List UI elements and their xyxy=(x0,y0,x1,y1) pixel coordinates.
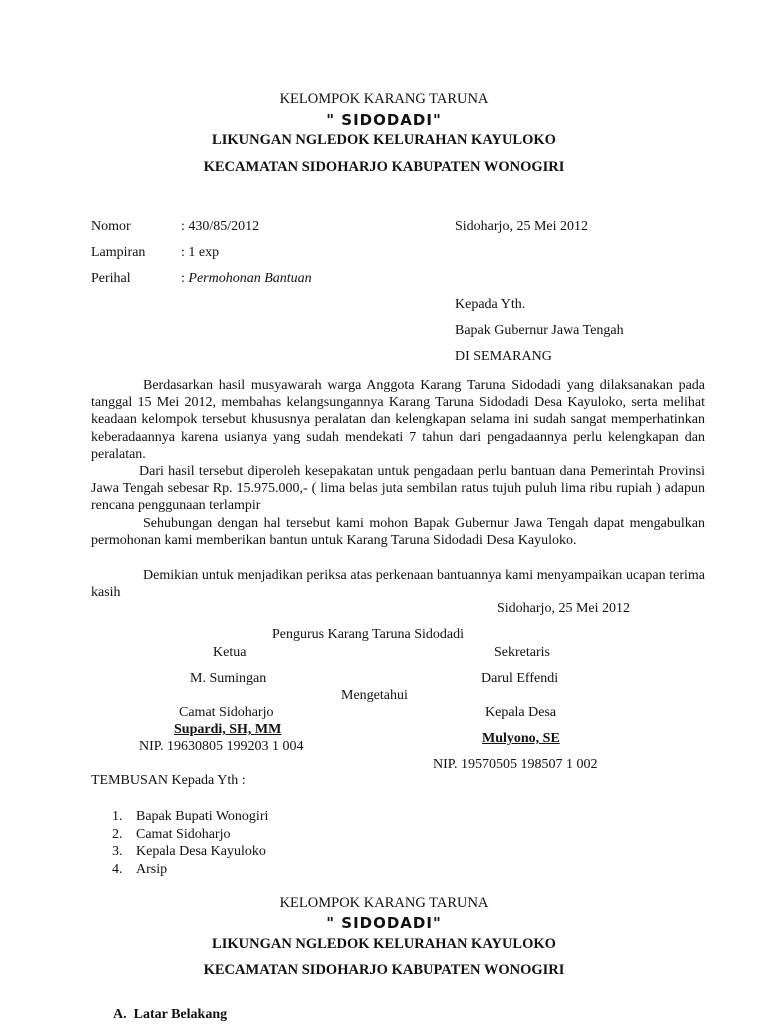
recipient-name: Bapak Gubernur Jawa Tengah xyxy=(455,323,624,338)
kades-title: Kepala Desa xyxy=(485,705,557,720)
kades-name: Mulyono, SE xyxy=(482,731,560,746)
lampiran-value: : 1 exp xyxy=(181,245,220,260)
letterhead-org: KELOMPOK KARANG TARUNA xyxy=(279,91,489,107)
perihal-label: Perihal xyxy=(91,271,131,286)
lampiran-label: Lampiran xyxy=(91,245,146,260)
list-item-text: Bapak Bupati Wonogiri xyxy=(136,809,269,824)
perihal-text: Permohonan Bantuan xyxy=(188,271,312,286)
ketua-name: M. Sumingan xyxy=(190,671,267,686)
camat-title: Camat Sidoharjo xyxy=(179,705,274,720)
kades-nip: NIP. 19570505 198507 1 002 xyxy=(433,757,598,772)
section-title: Latar Belakang xyxy=(133,1007,228,1022)
perihal-colon: : xyxy=(181,271,189,286)
list-item xyxy=(112,861,268,879)
list-item-number: 2. xyxy=(112,826,123,842)
list-item xyxy=(112,808,268,826)
perihal-value xyxy=(181,271,312,287)
letterhead2-area: LIKUNGAN NGLEDOK KELURAHAN KAYULOKO xyxy=(212,936,556,952)
tembusan-heading: TEMBUSAN Kepada Yth : xyxy=(91,773,246,788)
list-item-number: 3. xyxy=(112,844,123,860)
kepada-label: Kepada Yth. xyxy=(455,297,526,312)
list-item xyxy=(112,826,268,844)
mengetahui-label: Mengetahui xyxy=(341,688,408,703)
body-paragraph-2: Dari hasil tersebut diperoleh kesepakatan untuk pengadaan perlu bantuan dana Pemerintah Provinsi Jawa Tengah sebesar Rp. 15.975.000,- ( lima belas juta sembilan ratus tujuh puluh lima ribu rupiah ) adapun rencana penggunaan terlampir xyxy=(91,464,705,514)
list-item-text: Arsip xyxy=(136,861,168,877)
recipient-city: DI SEMARANG xyxy=(455,349,552,364)
sekretaris-name: Darul Effendi xyxy=(481,671,559,686)
section-heading xyxy=(113,1007,227,1023)
letterhead-name: " SIDODADI" xyxy=(326,111,442,129)
list-item-text: Camat Sidoharjo xyxy=(136,826,231,842)
list-item-number: 1. xyxy=(112,809,123,824)
list-item-text: Kepala Desa Kayuloko xyxy=(136,844,266,860)
letterhead2-org: KELOMPOK KARANG TARUNA xyxy=(279,895,489,911)
letterhead-area: LIKUNGAN NGLEDOK KELURAHAN KAYULOKO xyxy=(212,132,556,148)
letterhead-district: KECAMATAN SIDOHARJO KABUPATEN WONOGIRI xyxy=(203,159,565,175)
body-paragraph-3: Sehubungan dengan hal tersebut kami mohon Bapak Gubernur Jawa Tengah dapat mengabulkan permohonan kami memberikan bantun untuk Karang Taruna Sidodadi Desa Kayuloko. xyxy=(91,516,705,549)
body-paragraph-4: Demikian untuk menjadikan periksa atas perkenaan bantuannya kami menyampaikan ucapan terima kasih xyxy=(91,568,705,601)
list-item-number: 4. xyxy=(112,861,123,877)
tembusan-list xyxy=(112,808,268,878)
list-item xyxy=(112,843,268,861)
pengurus-title: Pengurus Karang Taruna Sidodadi xyxy=(272,627,465,642)
signature-place-date: Sidoharjo, 25 Mei 2012 xyxy=(497,601,630,616)
letter-place-date: Sidoharjo, 25 Mei 2012 xyxy=(455,219,588,234)
nomor-label: Nomor xyxy=(91,219,131,234)
body-paragraph-1: Berdasarkan hasil musyawarah warga Anggota Karang Taruna Sidodadi yang dilaksanakan pada tanggal 15 Mei 2012, membahas kelangsungannya Karang Taruna Sidodadi Desa Kayuloko, serta melihat keadaan kelompok tersebut khususnya peralatan dan kelengkapan selama ini sudah sangat memperhatinkan keberadaannya karena usianya yang sudah mendekati 7 tahun dari pengadaannya perlu kelengkapan dan peralatan. xyxy=(91,378,705,462)
camat-nip: NIP. 19630805 199203 1 004 xyxy=(139,739,304,754)
camat-name: Supardi, SH, MM xyxy=(174,722,282,737)
letterhead2-name: " SIDODADI" xyxy=(326,914,442,932)
section-letter: A. xyxy=(113,1007,127,1022)
ketua-title: Ketua xyxy=(213,645,247,660)
sekretaris-title: Sekretaris xyxy=(494,645,550,660)
nomor-value: : 430/85/2012 xyxy=(181,219,260,234)
letterhead2-district: KECAMATAN SIDOHARJO KABUPATEN WONOGIRI xyxy=(203,962,565,978)
